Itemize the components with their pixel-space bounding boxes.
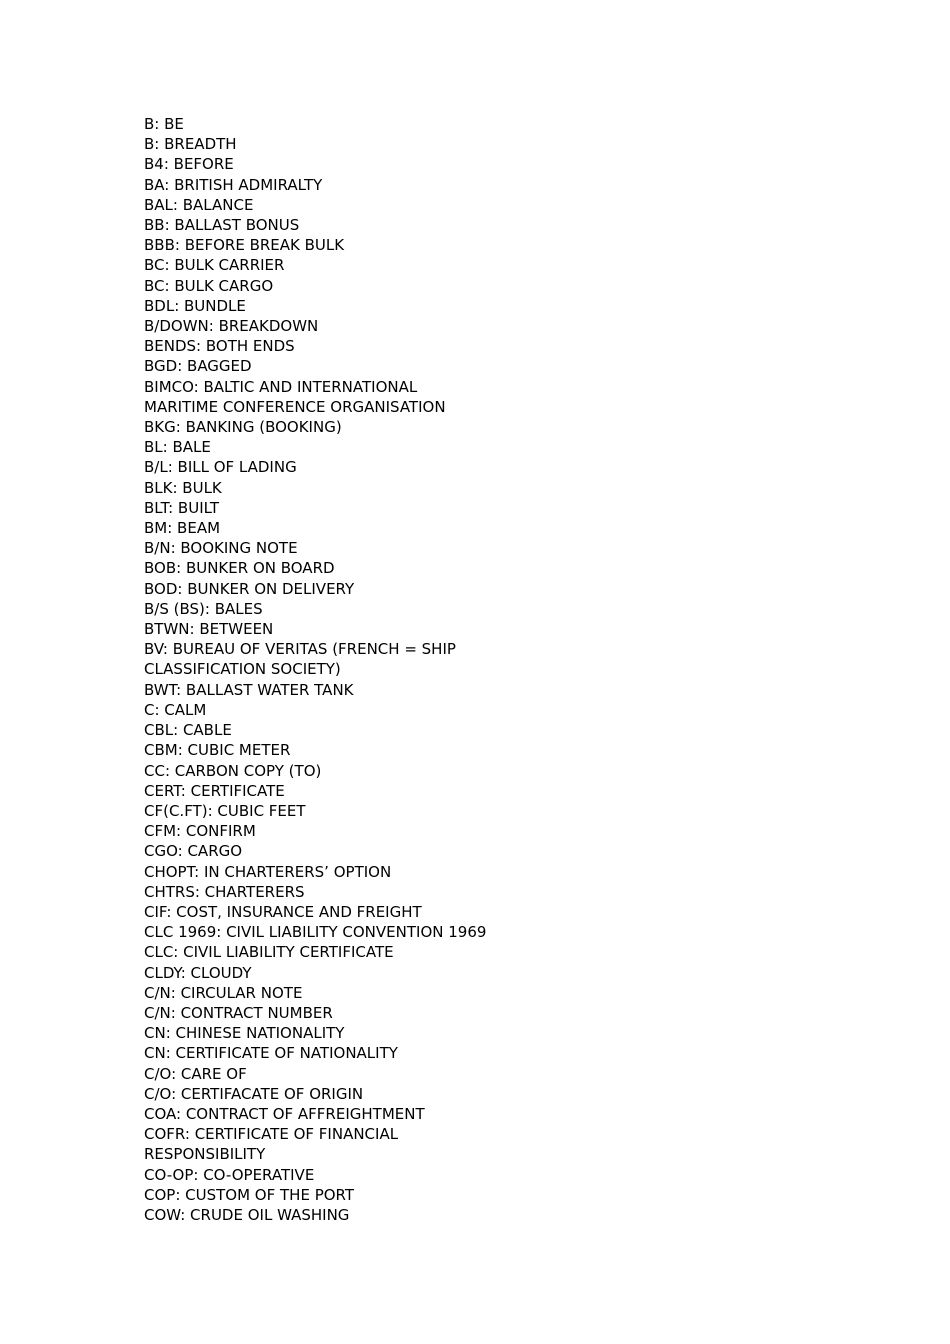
abbreviation-line: CO-OP: CO-OPERATIVE: [144, 1165, 315, 1184]
abbreviation-line: BAL: BALANCE: [144, 195, 254, 214]
abbreviation-line: B: BREADTH: [144, 135, 237, 154]
abbreviation-line: BB: BALLAST BONUS: [144, 216, 300, 235]
abbreviation-line: CLASSIFICATION SOCIETY): [144, 660, 341, 679]
abbreviation-line: CLC: CIVIL LIABILITY CERTIFICATE: [144, 943, 394, 962]
abbreviation-line: BKG: BANKING (BOOKING): [144, 418, 342, 437]
abbreviation-line: COFR: CERTIFICATE OF FINANCIAL: [144, 1125, 399, 1144]
abbreviation-line: C/N: CONTRACT NUMBER: [144, 1003, 333, 1022]
abbreviation-line: CGO: CARGO: [144, 842, 243, 861]
abbreviation-line: CN: CERTIFICATE OF NATIONALITY: [144, 1044, 398, 1063]
abbreviation-line: CLDY: CLOUDY: [144, 963, 252, 982]
abbreviation-line: CIF: COST, INSURANCE AND FREIGHT: [144, 902, 422, 921]
abbreviation-line: COP: CUSTOM OF THE PORT: [144, 1185, 355, 1204]
abbreviation-line: MARITIME CONFERENCE ORGANISATION: [144, 397, 446, 416]
abbreviation-line: COW: CRUDE OIL WASHING: [144, 1205, 350, 1224]
abbreviation-line: BL: BALE: [144, 438, 211, 457]
abbreviation-line: B/L: BILL OF LADING: [144, 458, 297, 477]
abbreviation-line: BDL: BUNDLE: [144, 296, 246, 315]
abbreviation-line: CHTRS: CHARTERERS: [144, 882, 305, 901]
abbreviation-line: CFM: CONFIRM: [144, 822, 256, 841]
abbreviation-line: BLT: BUILT: [144, 498, 220, 517]
abbreviation-line: CF(C.FT): CUBIC FEET: [144, 801, 306, 820]
abbreviation-line: BC: BULK CARGO: [144, 276, 274, 295]
abbreviation-line: BENDS: BOTH ENDS: [144, 337, 295, 356]
abbreviation-line: BWT: BALLAST WATER TANK: [144, 680, 354, 699]
abbreviation-line: CBM: CUBIC METER: [144, 741, 291, 760]
abbreviation-line: BBB: BEFORE BREAK BULK: [144, 236, 345, 255]
abbreviation-line: CC: CARBON COPY (TO): [144, 761, 322, 780]
abbreviation-line: BA: BRITISH ADMIRALTY: [144, 175, 323, 194]
abbreviation-line: RESPONSIBILITY: [144, 1145, 266, 1164]
abbreviation-line: BM: BEAM: [144, 519, 221, 538]
abbreviation-line: BOB: BUNKER ON BOARD: [144, 559, 335, 578]
abbreviation-line: BV: BUREAU OF VERITAS (FRENCH = SHIP: [144, 640, 456, 659]
abbreviation-line: CBL: CABLE: [144, 721, 232, 740]
abbreviation-line: BTWN: BETWEEN: [144, 620, 274, 639]
abbreviation-list: [144, 114, 486, 1225]
abbreviation-line: BGD: BAGGED: [144, 357, 252, 376]
abbreviation-line: C/O: CERTIFACATE OF ORIGIN: [144, 1084, 364, 1103]
abbreviation-line: B: BE: [144, 115, 184, 133]
abbreviation-line: BLK: BULK: [144, 478, 222, 497]
abbreviation-line: BIMCO: BALTIC AND INTERNATIONAL: [144, 377, 418, 396]
abbreviation-line: CLC 1969: CIVIL LIABILITY CONVENTION 1969: [144, 923, 487, 942]
abbreviation-line: C: CALM: [144, 700, 207, 719]
abbreviation-line: COA: CONTRACT OF AFFREIGHTMENT: [144, 1104, 425, 1123]
abbreviation-line: B/DOWN: BREAKDOWN: [144, 317, 319, 336]
abbreviation-line: C/N: CIRCULAR NOTE: [144, 983, 303, 1002]
abbreviation-line: B4: BEFORE: [144, 155, 234, 174]
abbreviation-line: CHOPT: IN CHARTERERS’ OPTION: [144, 862, 392, 881]
abbreviation-line: BOD: BUNKER ON DELIVERY: [144, 579, 355, 598]
abbreviation-line: BC: BULK CARRIER: [144, 256, 285, 275]
abbreviation-line: C/O: CARE OF: [144, 1064, 247, 1083]
abbreviation-line: CERT: CERTIFICATE: [144, 781, 285, 800]
abbreviation-line: CN: CHINESE NATIONALITY: [144, 1024, 345, 1043]
abbreviation-line: B/N: BOOKING NOTE: [144, 539, 298, 558]
abbreviation-line: B/S (BS): BALES: [144, 599, 263, 618]
